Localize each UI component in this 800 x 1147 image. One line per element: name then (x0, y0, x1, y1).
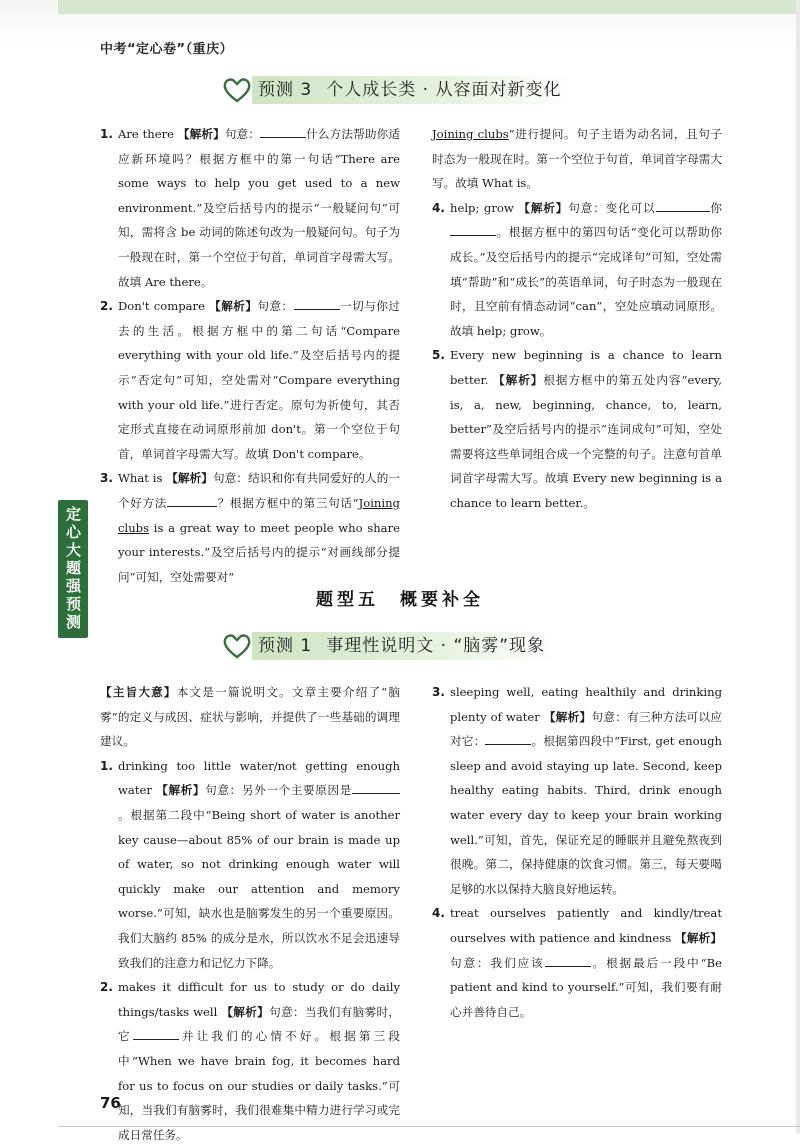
item-answer: drinking too little water/not getting enough water (118, 758, 400, 798)
item-text: 你 (709, 200, 722, 215)
blank-line (133, 1027, 179, 1040)
item-answer: Are there (118, 127, 174, 141)
summary-paragraph (100, 680, 400, 754)
banner-number: 预测 1 (258, 636, 313, 656)
bottom-rule (58, 1126, 800, 1127)
blank-line (260, 125, 306, 138)
answer-item-2 (100, 294, 400, 466)
item-number: 5. (432, 348, 445, 363)
item-number: 4. (432, 200, 445, 215)
item-number: 1. (100, 127, 113, 141)
item-answer: Every new beginning is a chance to learn better. (450, 348, 722, 387)
item-text: 句意： (224, 127, 261, 141)
answer-item-1 (100, 754, 400, 975)
item-answer: sleeping well, eating healthily and drinking plenty of water (450, 685, 722, 724)
item-number: 4. (432, 906, 445, 921)
analysis-label: 【解析】 (156, 783, 206, 798)
item-text: 句意：我们应该 (450, 955, 545, 970)
item-text: 根据方框中的第五处内容“every, is, a, new, beginning, chance, to, learn, better”及空后括号内的提示“连词成句”可知，空处需要将这些单词组合成一个完整的句子。注意句首单词首字母需大写。故填 Every new beginning is a chance to learn better.。 (450, 372, 722, 510)
heart-icon (222, 632, 252, 660)
summary-label: 【主旨大意】 (100, 685, 177, 699)
answer-item-5 (432, 343, 722, 515)
answer-item-1 (100, 122, 400, 294)
blank-line (352, 781, 400, 794)
analysis-label: 【解析】 (177, 127, 225, 141)
analysis-label: 【解析】 (675, 930, 722, 945)
item-number: 3. (100, 471, 113, 486)
part1-left-column (100, 122, 400, 589)
item-text: 。根据第二段中“Being short of water is another key cause—about 85% of our brain is made up of water, so not drinking enough water will quickly make our attention and memory worse.”可知，缺水也是脑雾发生的另一个重要原因。我们大脑约 85% 的成分是水，所以饮水不足会迅速导致我们的注意力和记忆力下降。 (118, 807, 400, 970)
item-text: 什么方法帮助你适应新环境吗？根据方框中的第一句话“There are some ways to help you get used to a new environment.”及空后括号内的提示“一般疑问句”可知，需将含 be 动词的陈述句改为一般疑问句。句子为一般现在时，第一个空位于句首，单词首字母需大写。故填 Are there。 (118, 127, 400, 289)
item-text: 。根据方框中的第四句话“变化可以帮助你成长。”及空后括号内的提示“完成译句”可知，空处需填“帮助”和“成长”的英语单词，句子时态为一般现在时，且空前有情态动词“can”，空处应填动词原形。故填 help; grow。 (450, 225, 722, 338)
summary-text: 本文是一篇说明文。文章主要介绍了“脑雾”的定义与成因、症状与影响，并提供了一些基础的调理建议。 (100, 685, 400, 749)
item-answer: makes it difficult for us to study or do daily things/tasks well (118, 980, 400, 1019)
answer-item-4 (432, 196, 722, 344)
heart-icon (222, 76, 252, 104)
item-3-continued (432, 122, 722, 196)
blank-line (450, 223, 496, 236)
item-number: 2. (100, 299, 113, 314)
banner-text (252, 632, 557, 660)
answer-item-4 (432, 901, 722, 1024)
part2-right-column (432, 680, 722, 1024)
question-type-title: 题型五 概要补全 (316, 590, 484, 610)
answer-item-3 (432, 680, 722, 901)
item-answer: What is (118, 471, 163, 486)
item-text: 。根据最后一段中“Be patient and kind to yourself.”可知，我们要有耐心并善待自己。 (450, 955, 722, 1019)
analysis-label: 【解析】 (518, 200, 569, 215)
page-edge (796, 0, 800, 1134)
item-text: 句意：变化可以 (568, 200, 656, 215)
analysis-label: 【解析】 (209, 299, 258, 314)
item-text: 句意： (257, 299, 294, 314)
underlined-phrase: Joining clubs (432, 127, 509, 141)
banner-text (252, 76, 573, 104)
answer-item-3 (100, 466, 400, 589)
item-text: 并让我们的心情不好。根据第三段中“When we have brain fog, it becomes hard for us to focus on our studies or daily tasks.”可知，当我们有脑雾时，我们很难集中精力进行学习或完成日常任务。 (118, 1029, 400, 1142)
blank-line (545, 954, 591, 967)
blank-line (294, 297, 340, 310)
item-text: 句意：结识和你有共同爱好的人的一个好方法 (118, 471, 400, 510)
item-number: 1. (100, 758, 113, 773)
answer-item-2 (100, 975, 400, 1147)
analysis-label: 【解析】 (221, 1004, 270, 1019)
item-answer: Don't compare (118, 299, 205, 314)
item-number: 2. (100, 980, 113, 995)
item-text: 句意：当我们有脑雾时，它 (118, 1004, 400, 1044)
blank-line (485, 732, 531, 745)
header-series-title: 中考“定心卷”（重庆） (100, 42, 234, 57)
blank-line (167, 494, 217, 507)
item-text: 句意：有三种方法可以应对它： (450, 709, 722, 749)
page-number: 76 (100, 1094, 121, 1112)
analysis-label: 【解析】 (493, 372, 544, 387)
section-banner-predict-3 (222, 76, 573, 104)
part2-left-column (100, 680, 400, 1147)
banner-title: 事理性说明文 · “脑雾”现象 (326, 636, 546, 656)
item-answer: treat ourselves patiently and kindly/treat ourselves with patience and kindness (450, 906, 722, 945)
item-text: is a great way to meet people who share your interests.”及空后括号内的提示“对画线部分提问”可知，空处需要对“ (118, 520, 400, 584)
item-number: 3. (432, 685, 445, 699)
item-text: 一切与你过去的生活。根据方框中的第二句话“Compare everything with your old life.”及空后括号内的提示“否定句”可知，空处需对“Compare everything with your old life.”进行否定。原句为祈使句，其否定形式直接在动词原形前加 don't。第一个空位于句首，单词首字母需大写。故填 Don't compare。 (118, 299, 400, 461)
top-band (58, 0, 800, 14)
item-answer: help; grow (450, 200, 514, 215)
item-text: ”进行提问。句子主语为动名词，且句子时态为一般现在时。第一个空位于句首，单词首字母需大写。故填 What is。 (432, 127, 722, 191)
section-banner-predict-1 (222, 632, 557, 660)
item-text: ？根据方框中的第三句话“ (217, 495, 359, 510)
item-text: 句意：另外一个主要原因是 (205, 783, 352, 798)
analysis-label: 【解析】 (166, 471, 213, 486)
underlined-phrase: Joining clubs (118, 495, 400, 535)
part1-right-column (432, 122, 722, 516)
item-text: 。根据第四段中“First, get enough sleep and avoid staying up late. Second, keep healthy eating habits. Third, drink enough water every day to keep your brain working well.”可知，首先，保证充足的睡眠并且避免熬夜到很晚。第二，保持健康的饮食习惯。第三，每天要喝足够的水以保持大脑良好地运转。 (450, 734, 722, 896)
side-tab: 定心大题强预测 (58, 500, 88, 638)
analysis-label: 【解析】 (543, 709, 592, 724)
banner-title: 个人成长类 · 从容面对新变化 (326, 80, 562, 100)
blank-line (656, 199, 710, 212)
banner-number: 预测 3 (258, 80, 313, 100)
